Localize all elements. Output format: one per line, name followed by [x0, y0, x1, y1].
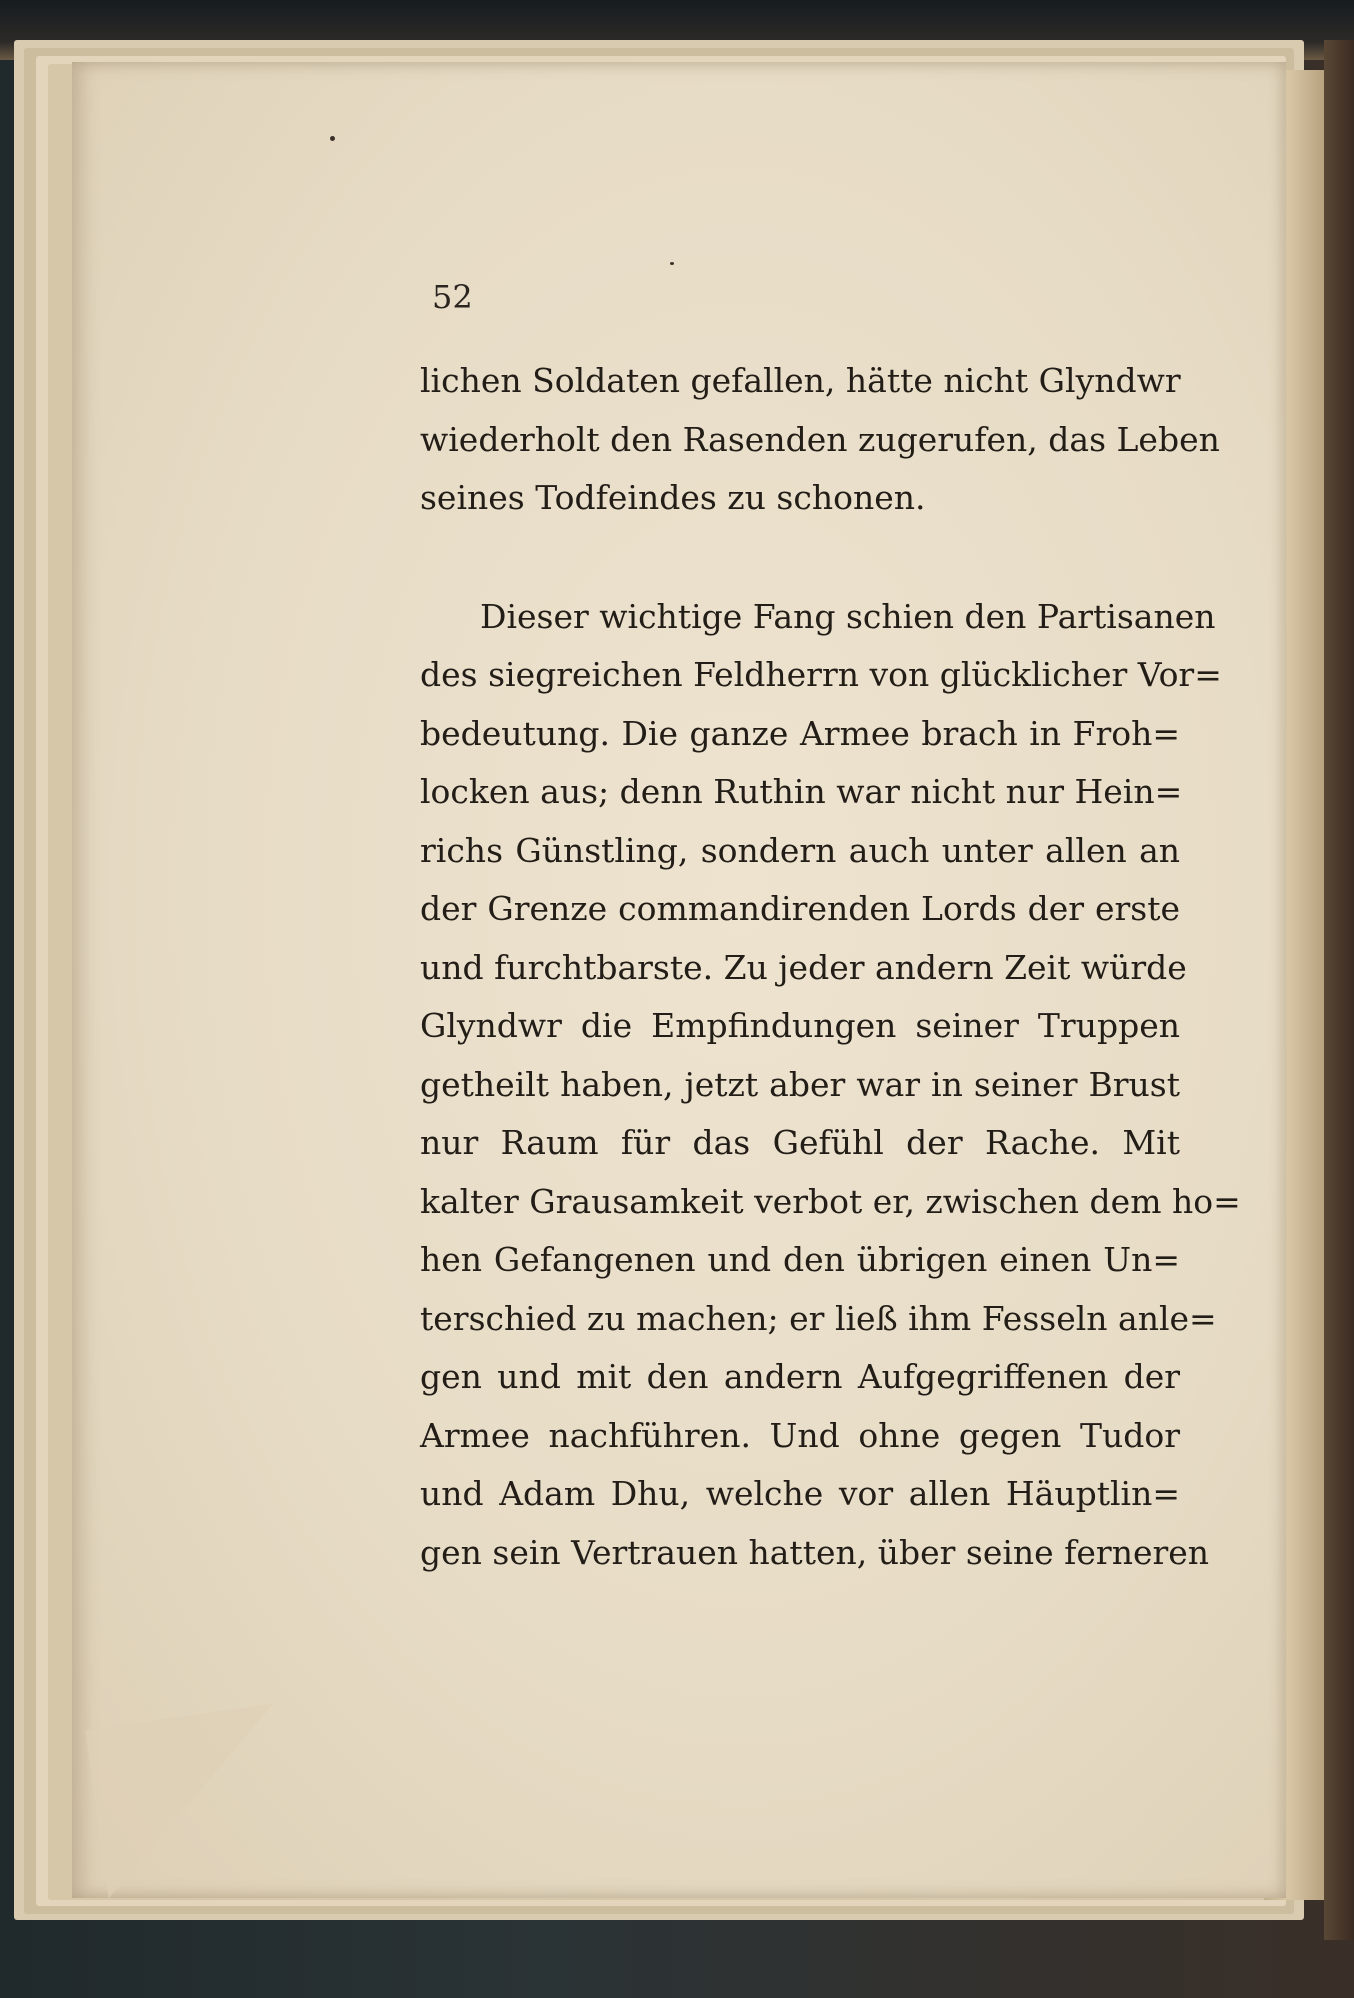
paragraph	[420, 588, 1241, 1583]
text-line: nur Raum für das Gefühl der Rache. Mit	[420, 1123, 1180, 1162]
text-line: der Grenze commandirenden Lords der erste	[420, 889, 1180, 928]
text-line: und Adam Dhu, welche vor allen Häuptlin=	[420, 1474, 1180, 1513]
text-line: lichen Soldaten gefallen, hätte nicht Glyndwr	[420, 361, 1181, 400]
text-line: gen und mit den andern Aufgegriffenen der	[420, 1357, 1180, 1396]
text-line: seines Todfeindes zu schonen.	[420, 478, 926, 517]
cover-right-edge	[1324, 40, 1354, 1940]
text-line: getheilt haben, jetzt aber war in seiner Brust	[420, 1064, 1180, 1104]
text-line: Dieser wichtige Fang schien den Partisanen	[480, 596, 1216, 636]
text-line: terschied zu machen; er ließ ihm Fesseln anle=	[420, 1298, 1217, 1338]
body-text	[420, 352, 1241, 1582]
folded-corner	[85, 1704, 297, 1899]
text-line: richs Günstling, sondern auch unter allen an	[420, 830, 1180, 870]
text-line: und furchtbarste. Zu jeder andern Zeit würde	[420, 947, 1187, 987]
text-line: wiederholt den Rasenden zugerufen, das Leben	[420, 419, 1220, 459]
page-number: 52	[432, 278, 473, 316]
text-line: gen sein Vertrauen hatten, über seine ferneren	[420, 1532, 1210, 1572]
text-line: kalter Grausamkeit verbot er, zwischen dem ho=	[420, 1181, 1241, 1221]
ink-speck	[330, 136, 335, 141]
text-line: Armee nachführen. Und ohne gegen Tudor	[420, 1415, 1180, 1455]
text-line: hen Gefangenen und den übrigen einen Un=	[420, 1240, 1180, 1279]
text-line: Glyndwr die Empfindungen seiner Truppen	[420, 1006, 1180, 1045]
ink-speck	[670, 262, 674, 265]
text-line: locken aus; denn Ruthin war nicht nur Hein=	[420, 772, 1183, 811]
text-line: bedeutung. Die ganze Armee brach in Froh=	[420, 713, 1180, 753]
text-line: des siegreichen Feldherrn von glücklicher Vor=	[420, 655, 1222, 694]
paragraph	[420, 352, 1220, 528]
